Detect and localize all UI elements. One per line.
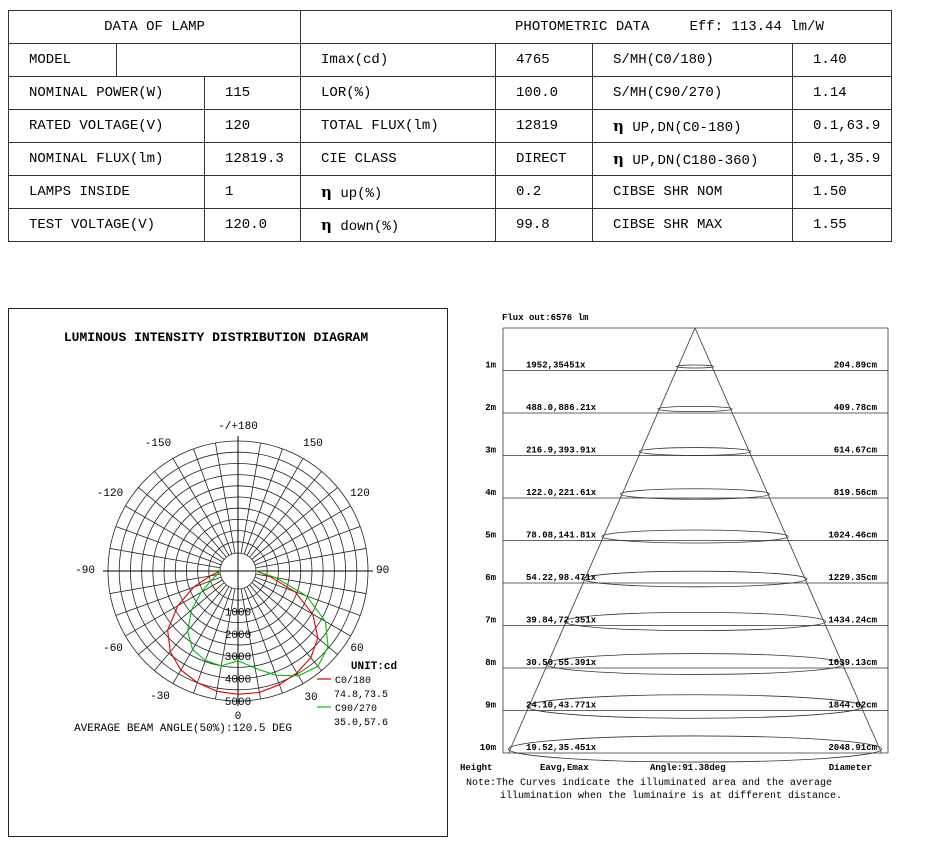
spec-value xyxy=(117,44,301,77)
spec-value: 100.0 xyxy=(496,77,593,110)
angle-label: -60 xyxy=(103,643,123,655)
diameter-value: 1229.35cm xyxy=(828,573,877,583)
height-label: 1m xyxy=(485,360,496,371)
height-label: 7m xyxy=(485,615,496,626)
spec-row xyxy=(9,77,892,110)
eavg-emax-value: 24.10,43.771x xyxy=(526,700,597,711)
spec-key: η UP,DN(C180-360) xyxy=(593,143,793,176)
eavg-emax-value: 216.9,393.91x xyxy=(526,445,597,456)
chart-title: LUMINOUS INTENSITY DISTRIBUTION DIAGRAM xyxy=(63,330,369,345)
angle-label: 120 xyxy=(350,488,370,500)
diameter-value: 819.56cm xyxy=(833,488,877,498)
spec-key: LAMPS INSIDE xyxy=(9,176,205,209)
illuminated-area-ellipse xyxy=(676,365,713,368)
eavg-emax-value: 122.0,221.61x xyxy=(526,488,597,498)
flux-out-label: Flux out:6576 lm xyxy=(502,313,589,323)
spec-value: 1.40 xyxy=(793,44,892,77)
illuminance-cone-panel xyxy=(458,308,941,848)
note-line-2: illumination when the luminaire is at different distance. xyxy=(500,791,843,802)
diameter-value: 204.89cm xyxy=(833,360,877,371)
eavg-emax-value: 1952,35451x xyxy=(526,360,586,371)
eavg-emax-value: 54.22,98.471x xyxy=(526,573,597,583)
spec-row xyxy=(9,176,892,209)
illuminated-area-ellipse xyxy=(658,406,733,411)
legend-beam-angle: 74.8,73.5 xyxy=(333,690,389,701)
eta-symbol: η xyxy=(613,116,624,135)
spec-value: 1 xyxy=(205,176,301,209)
spec-value: 0.1,63.9 xyxy=(793,110,892,143)
angle-label: -30 xyxy=(150,691,170,703)
eta-symbol: η xyxy=(321,215,332,234)
diameter-value: 1024.46cm xyxy=(828,530,877,541)
diameter-value: 2048.91cm xyxy=(828,743,877,753)
eavg-emax-value: 78.08,141.81x xyxy=(526,530,597,541)
angle-axis-label: Angle:91.38deg xyxy=(650,763,726,773)
illuminated-area-ellipse xyxy=(583,571,807,587)
spec-key: CIBSE SHR NOM xyxy=(593,176,793,209)
spec-key: Imax(cd) xyxy=(301,44,496,77)
spec-value: 99.8 xyxy=(496,209,593,242)
illuminated-area-ellipse xyxy=(602,530,789,543)
polar-diagram-panel xyxy=(8,308,448,837)
spec-key: CIE CLASS xyxy=(301,143,496,176)
eavg-emax-value: 30.50,55.391x xyxy=(526,658,597,668)
spec-key: MODEL xyxy=(9,44,117,77)
spec-value: 12819 xyxy=(496,110,593,143)
diameter-value: 1639.13cm xyxy=(828,658,877,668)
spec-value: DIRECT xyxy=(496,143,593,176)
radial-tick-label: 3000 xyxy=(224,652,252,665)
lamp-data-header: DATA OF LAMP xyxy=(9,11,301,44)
spec-value: 1.14 xyxy=(793,77,892,110)
spec-key: CIBSE SHR MAX xyxy=(593,209,793,242)
height-label: 3m xyxy=(485,445,496,456)
height-label: 9m xyxy=(485,700,496,711)
efficacy-label: Eff: 113.44 lm/W xyxy=(689,19,824,35)
spec-value: 1.55 xyxy=(793,209,892,242)
height-label: 4m xyxy=(485,488,496,498)
eavg-axis-label: Eavg,Emax xyxy=(540,763,589,773)
eavg-emax-value: 488.0,886.21x xyxy=(526,403,597,413)
note-line-1: Note:The Curves indicate the illuminated area and the average xyxy=(466,778,833,789)
radial-tick-label: 1000 xyxy=(224,607,252,620)
polar-diagram xyxy=(9,309,447,836)
spec-value: 120 xyxy=(205,110,301,143)
spec-value: 0.1,35.9 xyxy=(793,143,892,176)
spec-key: η UP,DN(C0-180) xyxy=(593,110,793,143)
height-label: 8m xyxy=(485,658,496,668)
spec-row xyxy=(9,110,892,143)
diameter-value: 1434.24cm xyxy=(828,615,877,626)
angle-label: 150 xyxy=(303,438,323,450)
spec-row xyxy=(9,209,892,242)
legend-name: C90/270 xyxy=(335,704,378,715)
spec-key: TOTAL FLUX(lm) xyxy=(301,110,496,143)
spec-key: η up(%) xyxy=(301,176,496,209)
spec-value: 115 xyxy=(205,77,301,110)
diameter-axis-label: Diameter xyxy=(828,763,872,773)
eavg-emax-value: 19.52,35.451x xyxy=(526,743,597,753)
diameter-value: 614.67cm xyxy=(833,445,877,456)
photometric-header: PHOTOMETRIC DATA Eff: 113.44 lm/W xyxy=(301,11,892,44)
height-label: 2m xyxy=(485,403,496,413)
angle-label: 0 xyxy=(234,711,242,723)
angle-label: 30 xyxy=(304,692,318,704)
illuminated-area-ellipse xyxy=(564,612,825,630)
spec-key: LOR(%) xyxy=(301,77,496,110)
illuminance-cone-diagram xyxy=(458,308,941,848)
angle-label: -/+180 xyxy=(218,421,258,433)
spec-key: NOMINAL FLUX(lm) xyxy=(9,143,205,176)
spec-key: S/MH(C0/180) xyxy=(593,44,793,77)
spec-value: 120.0 xyxy=(205,209,301,242)
height-label: 5m xyxy=(485,530,496,541)
diameter-value: 409.78cm xyxy=(833,403,877,413)
spec-key: RATED VOLTAGE(V) xyxy=(9,110,205,143)
spec-value: 1.50 xyxy=(793,176,892,209)
radial-tick-label: 5000 xyxy=(224,697,252,709)
photometric-spec-table xyxy=(8,10,892,242)
illuminated-area-ellipse xyxy=(639,448,751,456)
spec-key: NOMINAL POWER(W) xyxy=(9,77,205,110)
spec-value: 4765 xyxy=(496,44,593,77)
series-curve-C90-270 xyxy=(188,571,329,676)
eta-symbol: η xyxy=(321,182,332,201)
spec-value: 12819.3 xyxy=(205,143,301,176)
spec-row xyxy=(9,143,892,176)
angle-label: -150 xyxy=(144,438,172,450)
height-label: 6m xyxy=(485,573,496,583)
spec-row xyxy=(9,44,892,77)
legend-beam-angle: 35.0,57.6 xyxy=(333,718,389,729)
angle-label: 60 xyxy=(350,643,364,655)
spec-value: 0.2 xyxy=(496,176,593,209)
spec-key: η down(%) xyxy=(301,209,496,242)
eavg-emax-value: 39.84,72.351x xyxy=(526,615,597,626)
height-label: 10m xyxy=(479,743,496,753)
spec-key: TEST VOLTAGE(V) xyxy=(9,209,205,242)
diameter-value: 1844.02cm xyxy=(828,700,877,711)
radial-tick-label: 2000 xyxy=(224,629,252,642)
unit-label: UNIT:cd xyxy=(350,661,398,673)
eta-symbol: η xyxy=(613,149,624,168)
spec-key: S/MH(C90/270) xyxy=(593,77,793,110)
radial-tick-label: 4000 xyxy=(224,674,252,687)
angle-label: 90 xyxy=(376,565,390,577)
angle-label: -120 xyxy=(96,488,124,500)
height-axis-label: Height xyxy=(460,763,493,773)
angle-label: -90 xyxy=(75,565,95,577)
legend-name: C0/180 xyxy=(335,676,372,687)
average-beam-angle: AVERAGE BEAM ANGLE(50%):120.5 DEG xyxy=(74,723,292,735)
